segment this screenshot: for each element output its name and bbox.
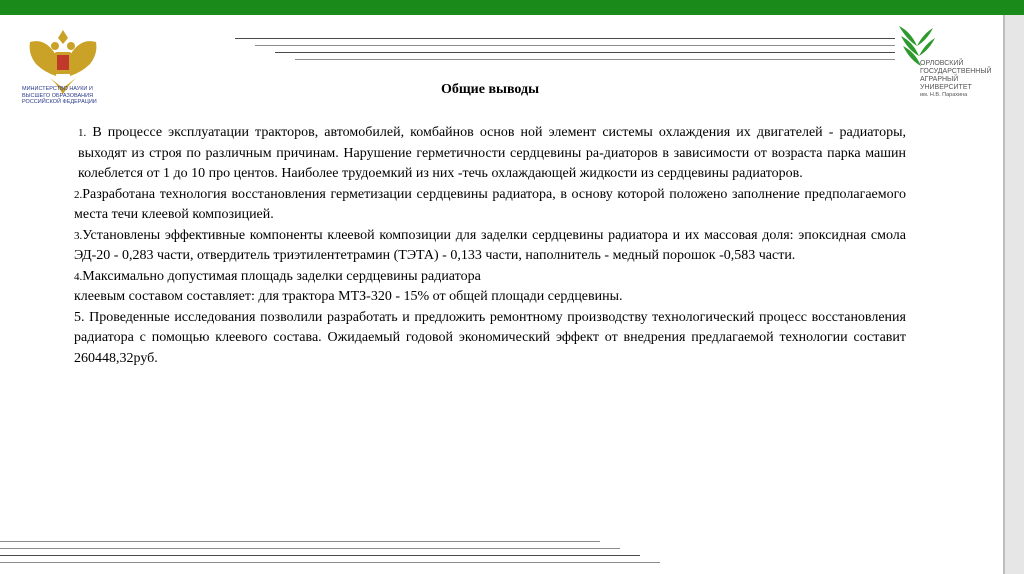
conclusions-body [74,123,906,369]
paragraph-number: 4. [74,270,83,283]
paragraph-number: 2. [74,188,83,201]
paragraph [74,308,906,370]
university-subtitle: им. Н.В. Парахина [920,92,968,98]
university-name: ОРЛОВСКИЙ ГОСУДАРСТВЕННЫЙ АГРАРНЫЙ УНИВЕРСИТЕТ [920,60,992,91]
header-line [275,52,895,53]
footer-line [0,562,660,563]
paragraph [74,185,906,226]
paragraph [74,287,906,308]
paragraph-text: Максимально допустимая площадь заделки сердцевины радиатора [82,268,481,284]
header-line [295,59,895,60]
header-line [255,45,895,46]
paragraph-number: 3. [74,229,83,242]
footer-line [0,548,620,549]
paragraph [74,123,906,185]
paragraph-text: Установлены эффективные компоненты клеевой композиции для заделки сердцевины радиатора и их массовая доля: эпоксидная смола ЭД-20 - 0,283 части, отвердитель триэтилентетрамин (ТЭТА) - 0,133 части, наполнитель - медный порошок -0,583 части. [74,227,906,263]
paragraph-text: 5. Проведенные исследования позволили разработать и предложить ремонтному производству технологический процесс восстановления радиатора с помощью клеевого состава. Ожидаемый годовой экономический эффект от внедрения предлагаемой технологии составит 260448,32руб. [74,309,906,366]
ministry-caption: МИНИСТЕРСТВО НАУКИ И ВЫСШЕГО ОБРАЗОВАНИЯ РОССИЙСКОЙ ФЕДЕРАЦИИ [22,86,97,105]
footer-line [0,555,640,556]
right-side-bar [1005,15,1024,574]
footer-line [0,541,600,542]
paragraph-text: клеевым составом составляет: для трактора МТЗ-320 - 15% от общей площади сердцевины. [74,289,623,304]
header-line [235,38,895,39]
paragraph-text: В процессе эксплуатации тракторов, автомобилей, комбайнов основ ной элемент системы охлаждения их двигателей - радиаторы, выходят из строя по различным причинам. Нарушение герметичности сердцевины ра-диаторов в зависимости от возраста парка машин колеблется от 1 до 10 про центов. Наиболее трудоемкий из них -течь охлаждающей жидкости из сердцевины радиаторов. [78,125,906,181]
paragraph [74,226,906,267]
paragraph-text: Разработана технология восстановления герметизации сердцевины радиатора, в основу которой положено заполнение предполагаемого места течи клеевой композицией. [74,186,906,222]
paragraph [74,267,906,288]
top-green-bar [0,0,1024,15]
paragraph-number: 1. [78,127,87,139]
page-title: Общие выводы [440,82,540,97]
